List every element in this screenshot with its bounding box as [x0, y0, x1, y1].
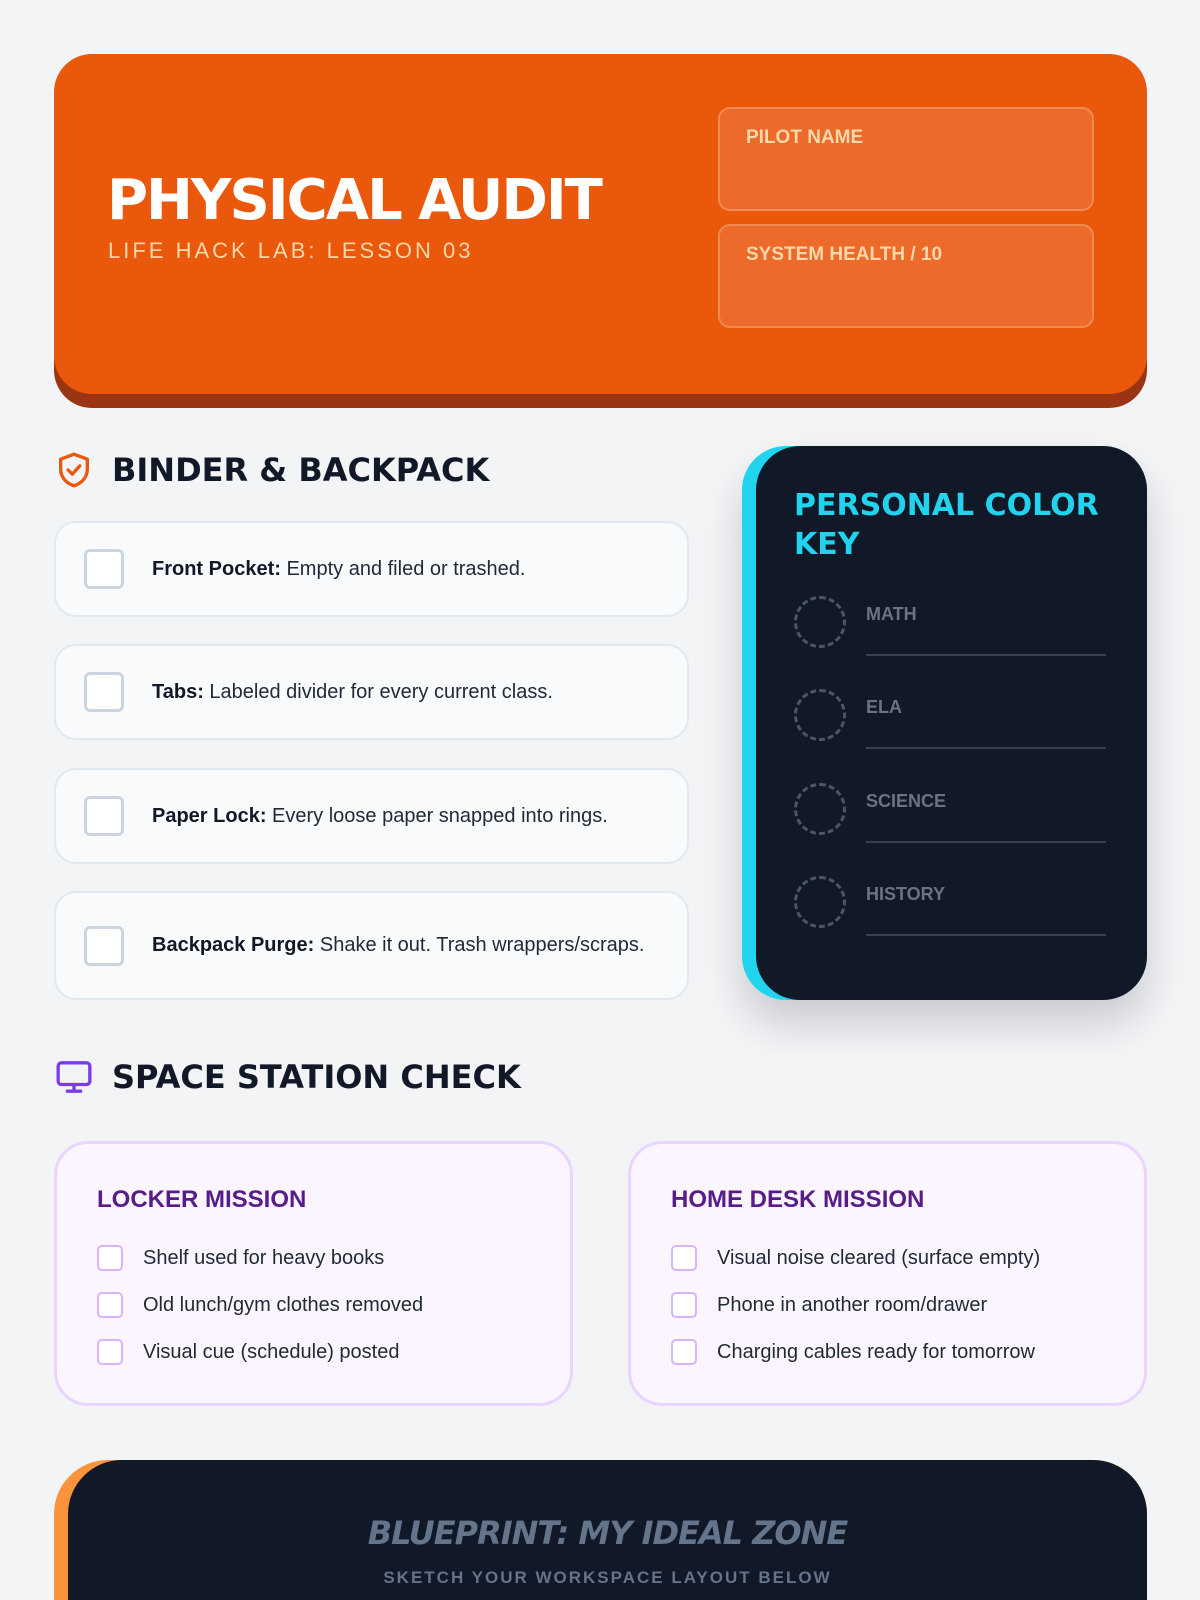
check-item-text	[152, 932, 644, 959]
check-item-label: Backpack Purge:	[152, 934, 315, 956]
mission-list	[97, 1244, 423, 1385]
color-key-row-history[interactable]	[794, 876, 1108, 936]
color-swatch-circle[interactable]	[794, 596, 846, 648]
checkbox[interactable]	[97, 1339, 123, 1365]
check-item-desc: Labeled divider for every current class.	[203, 680, 553, 703]
write-line[interactable]	[866, 934, 1106, 936]
mission-title: LOCKER MISSION	[97, 1186, 307, 1213]
mission-item-text: Charging cables ready for tomorrow	[717, 1340, 1035, 1363]
mission-item[interactable]	[671, 1291, 1040, 1319]
mission-title: HOME DESK MISSION	[671, 1186, 925, 1213]
space-station-heading: SPACE STATION CHECK	[112, 1058, 521, 1096]
monitor-icon	[54, 1057, 94, 1097]
system-health-label: SYSTEM HEALTH / 10	[746, 244, 943, 265]
check-item-label: Paper Lock:	[152, 804, 267, 827]
subject-label: SCIENCE	[866, 791, 947, 811]
pilot-name-field[interactable]	[718, 107, 1094, 211]
mission-item[interactable]	[97, 1244, 423, 1272]
home-desk-mission-card	[628, 1141, 1147, 1406]
checkbox[interactable]	[671, 1339, 697, 1365]
binder-check-item[interactable]	[54, 768, 689, 864]
color-key-row-ela[interactable]	[794, 689, 1108, 749]
checkbox[interactable]	[97, 1245, 123, 1271]
checkbox[interactable]	[84, 796, 124, 836]
blueprint-subtitle: SKETCH YOUR WORKSPACE LAYOUT BELOW	[383, 1568, 832, 1587]
mission-item[interactable]	[671, 1244, 1040, 1272]
blueprint-title: BLUEPRINT: MY IDEAL ZONE	[367, 1514, 848, 1552]
write-line[interactable]	[866, 841, 1106, 843]
blueprint-card	[54, 1460, 1147, 1600]
locker-mission-card	[54, 1141, 573, 1406]
color-key-row-math[interactable]	[794, 596, 1108, 656]
write-line[interactable]	[866, 654, 1106, 656]
binder-heading: BINDER & BACKPACK	[112, 451, 490, 489]
write-line[interactable]	[866, 747, 1106, 749]
color-swatch-circle[interactable]	[794, 783, 846, 835]
mission-item-text: Old lunch/gym clothes removed	[143, 1293, 424, 1316]
check-item-label: Front Pocket:	[152, 557, 281, 580]
binder-check-item[interactable]	[54, 644, 689, 740]
subject-label: HISTORY	[866, 884, 946, 904]
checkbox[interactable]	[97, 1292, 123, 1318]
color-key-title: PERSONAL COLOR KEY	[794, 488, 1099, 562]
mission-item[interactable]	[97, 1291, 423, 1319]
subject-label: ELA	[866, 697, 902, 717]
checkbox[interactable]	[84, 926, 124, 966]
mission-item-text: Visual cue (schedule) posted	[143, 1340, 400, 1363]
color-key-card	[742, 446, 1147, 1000]
checkbox[interactable]	[84, 549, 124, 589]
check-item-desc: Shake it out. Trash wrappers/scraps.	[314, 934, 645, 956]
mission-item[interactable]	[671, 1338, 1040, 1366]
check-item-text	[152, 556, 525, 583]
checkbox[interactable]	[84, 672, 124, 712]
check-item-text	[152, 679, 553, 706]
check-item-desc: Empty and filed or trashed.	[280, 557, 526, 580]
subject-label: MATH	[866, 604, 917, 624]
pilot-name-label: PILOT NAME	[746, 127, 864, 148]
mission-item-text: Shelf used for heavy books	[143, 1246, 385, 1269]
color-key-panel	[756, 446, 1147, 1000]
page-subtitle: LIFE HACK LAB: LESSON 03	[108, 238, 474, 263]
blueprint-panel	[68, 1460, 1147, 1600]
check-item-label: Tabs:	[152, 680, 204, 703]
mission-item-text: Visual noise cleared (surface empty)	[717, 1246, 1041, 1269]
shield-check-icon	[54, 450, 94, 490]
mission-list	[671, 1244, 1040, 1385]
binder-check-item[interactable]	[54, 891, 689, 1000]
mission-item[interactable]	[97, 1338, 423, 1366]
page-title: PHYSICAL AUDIT	[107, 168, 601, 233]
binder-section-header	[54, 450, 489, 490]
color-key-row-science[interactable]	[794, 783, 1108, 843]
checkbox[interactable]	[671, 1292, 697, 1318]
system-health-field[interactable]	[718, 224, 1094, 328]
color-swatch-circle[interactable]	[794, 689, 846, 741]
check-item-text	[152, 803, 608, 830]
check-item-desc: Every loose paper snapped into rings.	[266, 804, 608, 827]
color-swatch-circle[interactable]	[794, 876, 846, 928]
header-banner	[54, 54, 1147, 394]
checkbox[interactable]	[671, 1245, 697, 1271]
binder-check-item[interactable]	[54, 521, 689, 617]
space-station-section-header	[54, 1057, 521, 1097]
mission-item-text: Phone in another room/drawer	[717, 1293, 988, 1316]
